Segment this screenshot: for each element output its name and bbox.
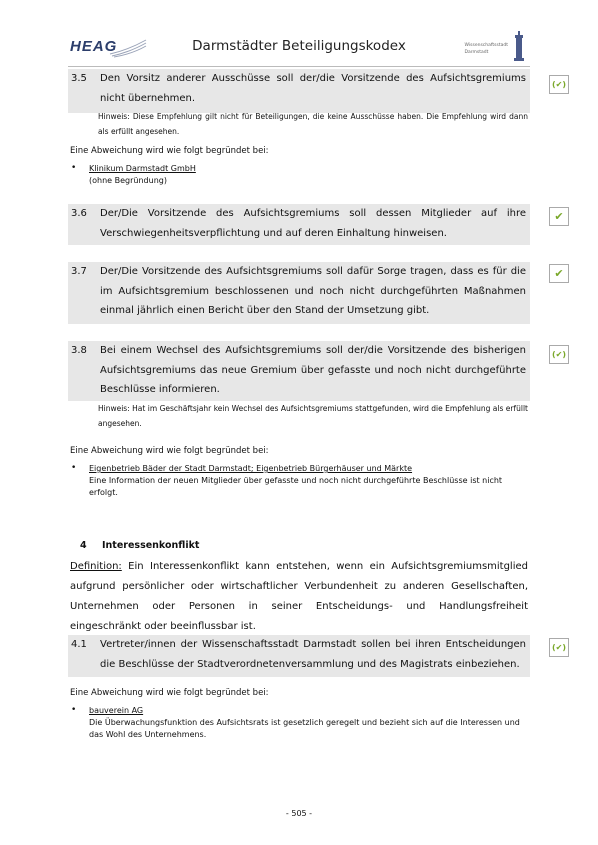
heag-logo: HEAG xyxy=(70,38,118,55)
deviation-label: Eine Abweichung wird wie folgt begründet bei: xyxy=(70,446,269,456)
deviation-entry: bauverein AG Die Überwachungsfunktion des Aufsichtsrats ist gesetzlich geregelt und bezieht sich auf die Interessen und das Wohl des Unternehmens. xyxy=(89,706,520,739)
page-number: - 505 - xyxy=(285,809,313,818)
deviation-label: Eine Abweichung wird wie folgt begründet bei: xyxy=(70,146,269,156)
recommendation-3-8: 3.8 Bei einem Wechsel des Aufsichtsgremiums soll der/die Vorsitzende des bisherigen Aufsichtsgremiums das neue Gremium über gefasste und noch nicht durchgeführte Beschlüsse informieren. xyxy=(68,341,530,401)
document-title: Darmstädter Beteiligungskodex xyxy=(192,38,406,54)
recommendation-3-6: 3.6 Der/Die Vorsitzende des Aufsichtsgremiums soll dessen Mitglieder auf ihre Verschwiegenheitsverpflichtung und auf deren Einhaltung hinweisen. xyxy=(68,204,530,245)
compliance-checkbox: ✔ xyxy=(549,207,569,226)
compliance-checkbox: ✔ xyxy=(549,264,569,283)
city-name: Wissenschaftsstadt Darmstadt xyxy=(464,43,508,55)
recommendation-3-7: 3.7 Der/Die Vorsitzende des Aufsichtsgremiums soll dafür Sorge tragen, dass es für die im Aufsichtsgremium beschlossenen und noch nicht durchgeführten Maßnahmen einmal jährlich einen Bericht über den Stand der Umsetzung gibt. xyxy=(68,262,530,324)
deviation-entry: Klinikum Darmstadt GmbH (ohne Begründung) xyxy=(89,164,196,185)
section-heading: 4 Interessenkonflikt xyxy=(80,540,200,551)
deviation-entry: Eigenbetrieb Bäder der Stadt Darmstadt; Eigenbetrieb Bürgerhäuser und Märkte Eine Information der neuen Mitglieder über gefasste und noch nicht durchgeführte Beschlüsse ist nicht erfolgt. xyxy=(89,464,503,497)
partial-compliance-checkbox: (✔) xyxy=(549,345,569,364)
partial-compliance-checkbox: (✔) xyxy=(549,638,569,657)
note-3-5: Hinweis: Diese Empfehlung gilt nicht für Beteiligungen, die keine Ausschüsse haben. Die Empfehlung wird dann als erfüllt angesehen. xyxy=(98,112,528,136)
bullet-icon: • xyxy=(71,163,77,173)
tower-emblem-icon xyxy=(512,31,526,61)
bullet-icon: • xyxy=(71,463,77,473)
bullet-icon: • xyxy=(71,705,77,715)
definition-paragraph: Definition: Ein Interessenkonflikt kann entstehen, wenn ein Aufsichtsgremiumsmitglied aufgrund persönlicher oder wirtschaftlicher Verbundenheit zu anderen Gesellschaften, Unternehmen oder Personen in seiner Entscheidungs- und Handlungsfreiheit eingeschränkt oder beeinflussbar ist. xyxy=(70,561,528,632)
deviation-label: Eine Abweichung wird wie folgt begründet bei: xyxy=(70,688,269,698)
recommendation-3-5: 3.5 Den Vorsitz anderer Ausschüsse soll der/die Vorsitzende des Aufsichtsgremiums nicht übernehmen. xyxy=(68,69,530,113)
partial-compliance-checkbox: (✔) xyxy=(549,75,569,94)
page-header xyxy=(68,28,530,67)
note-3-8: Hinweis: Hat im Geschäftsjahr kein Wechsel des Aufsichtsgremiums stattgefunden, wird die Empfehlung als erfüllt angesehen. xyxy=(98,404,528,428)
recommendation-4-1: 4.1 Vertreter/innen der Wissenschaftsstadt Darmstadt sollen bei ihren Entscheidungen die Beschlüsse der Stadtverordnetenversammlung und des Magistrats einbeziehen. xyxy=(68,635,530,677)
